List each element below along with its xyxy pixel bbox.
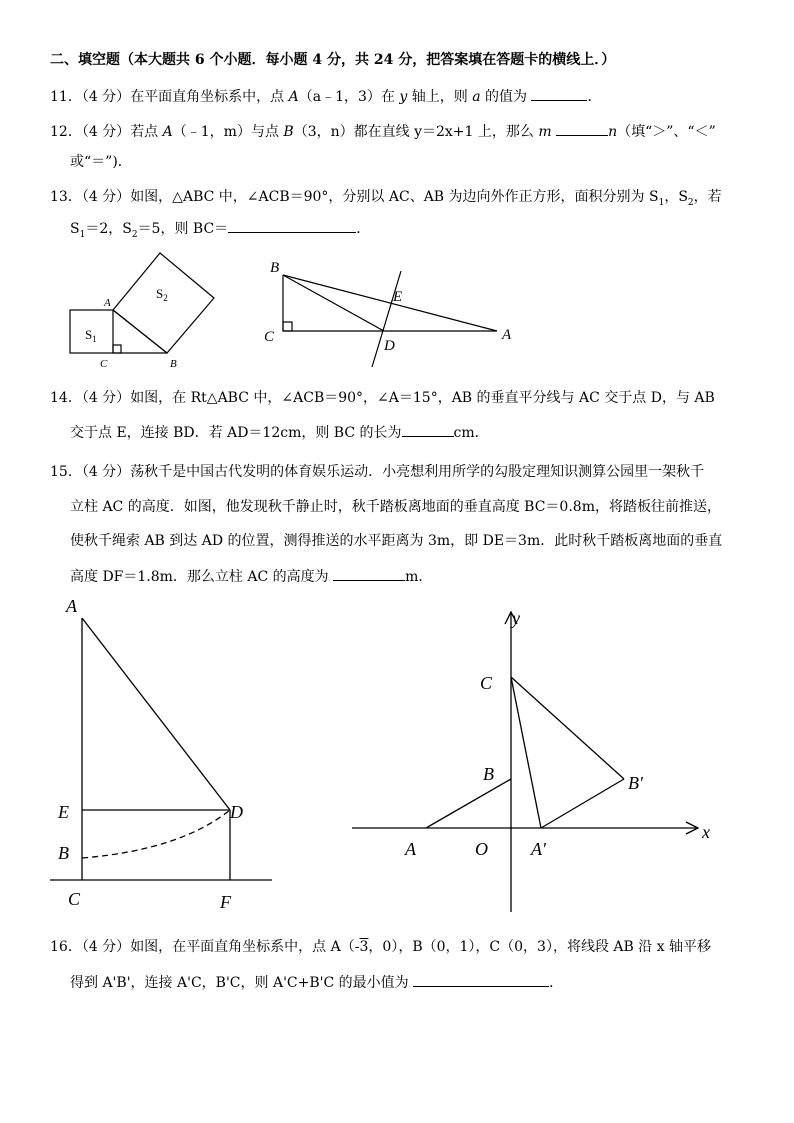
question-12: 12．（4 分）若点 A（﹣1，m）与点 B（3，n）都在直线 y＝2x+1 上，那么 m n（填“＞”、“＜” (50, 121, 716, 142)
question-13: 13．（4 分）如图，△ABC 中，∠ACB＝90°，分别以 AC、AB 为边向外作正方形，面积分别为 $S_1$，$S_2$，若 (50, 189, 722, 208)
q14-points: （4 分） (81, 390, 131, 406)
q12-number: 12． (50, 124, 82, 140)
q16-answer-blank[interactable] (413, 972, 549, 987)
fig16-label-o: O (475, 839, 488, 859)
fig16-label-a: A (405, 839, 416, 859)
q14-number: 14． (50, 390, 82, 406)
fig13a-label-s2: $S_2$ (156, 286, 168, 303)
q15-number: 15． (50, 464, 82, 480)
fig14-label-a: A (502, 327, 512, 343)
question-16: 16．（4 分）如图，在平面直角坐标系中，点 A（-3，0），B（0，1），C（0，3），将线段 AB 沿 x 轴平移 (50, 939, 712, 955)
fig16-axis-x: x (702, 822, 710, 842)
fig13a-label-a: A (104, 297, 111, 309)
q11-points: （4 分） (81, 89, 131, 105)
q13-number: 13． (50, 189, 82, 205)
question-15-line3: 使秋千绳索 AB 到达 AD 的位置，测得推送的水平距离为 3m，即 DE＝3m．此时秋千踏板离地面的垂直 (70, 533, 723, 549)
question-15: 15．（4 分）荡秋千是中国古代发明的体育娱乐运动．小亮想利用所学的勾股定理知识测算公园里一架秋千 (50, 464, 705, 480)
fig15-label-d: D (230, 802, 243, 822)
question-15-line4: 高度 DF＝1.8m．那么立柱 AC 的高度为 m． (70, 566, 432, 587)
fig16-label-bprime: B′ (628, 773, 643, 793)
section-heading: 二、填空题（本大题共 6 个小题．每小题 4 分，共 24 分，把答案填在答题卡的横线上．） (50, 52, 616, 68)
fig14-label-e: E (393, 289, 403, 305)
fig15-label-f: F (220, 892, 231, 912)
question-16-line2: 得到 A'B'，连接 A'C，B'C，则 A'C+B'C 的最小值为 ． (70, 972, 563, 993)
question-13-line2: $S_1=2$，$S_2=5$，则 BC＝ ． (70, 218, 370, 245)
fig15-label-b: B (58, 843, 69, 863)
q11-number: 11． (50, 89, 82, 105)
fig15-label-c: C (68, 889, 81, 909)
q12-points: （4 分） (81, 124, 131, 140)
q15-points: （4 分） (81, 464, 131, 480)
question-14-line2: 交于点 E，连接 BD．若 AD＝12cm，则 BC 的长为 cm． (70, 422, 489, 443)
fig13a-label-s1: $S_1$ (85, 327, 97, 344)
question-14: 14．（4 分）如图，在 Rt△ABC 中，∠ACB＝90°，∠A＝15°，AB 的垂直平分线与 AC 交于点 D，与 AB (50, 390, 715, 406)
fig16-label-c: C (480, 673, 493, 693)
question-11: 11．（4 分）在平面直角坐标系中，点 A（a﹣1，3）在 y 轴上，则 a 的值为 ． (50, 86, 601, 107)
fig15-label-e: E (58, 802, 69, 822)
q13-points: （4 分） (81, 189, 131, 205)
fig16-label-aprime: A′ (531, 839, 546, 859)
fig13a-label-c: C (100, 358, 108, 370)
sqrt-radicand: 3 (359, 939, 369, 955)
fig16-axis-y: y (512, 608, 520, 628)
fig14-label-b: B (270, 260, 280, 276)
fig15-label-a: A (66, 596, 77, 616)
fig14-label-d: D (384, 338, 395, 354)
q16-points: （4 分） (81, 939, 131, 955)
question-15-line2: 立柱 AC 的高度．如图，他发现秋千静止时，秋千踏板离地面的垂直高度 BC＝0.8m，将踏板往前推送， (70, 499, 721, 515)
fig16-label-b: B (483, 764, 494, 784)
fig14-label-c: C (264, 329, 275, 345)
q16-number: 16． (50, 939, 82, 955)
question-12-line2: 或“＝”)． (70, 154, 132, 170)
fig13a-label-b: B (170, 358, 177, 370)
